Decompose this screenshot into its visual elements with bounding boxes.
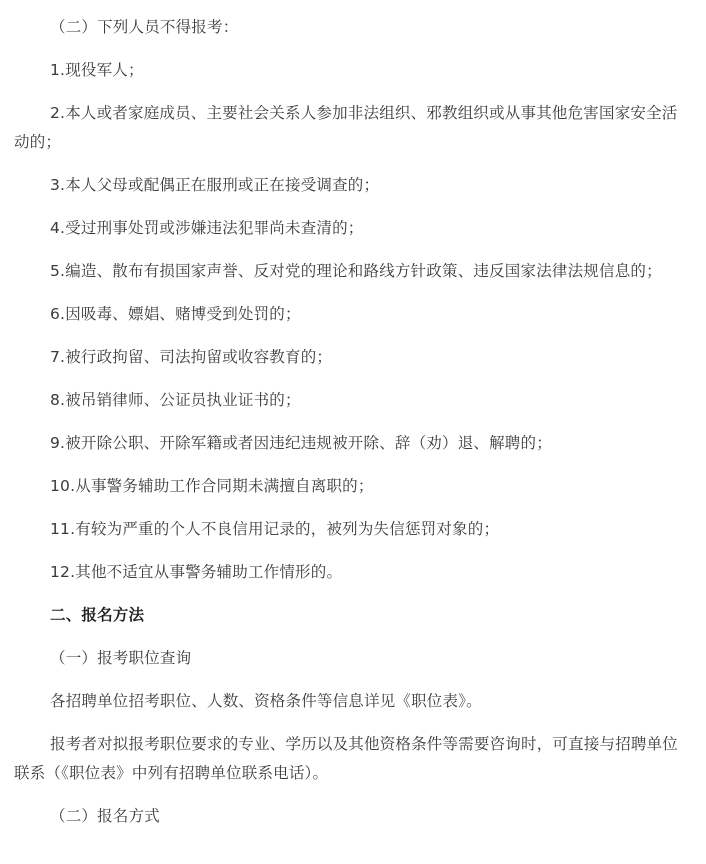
section-heading-registration-method: 二、报名方法 — [50, 606, 145, 624]
paragraph-item-6: 6.因吸毒、嫖娼、赌博受到处罚的； — [50, 305, 301, 323]
paragraph-item-9: 9.被开除公职、开除军籍或者因违纪违规被开除、辞（劝）退、解聘的； — [50, 434, 552, 452]
paragraph-item-7: 7.被行政拘留、司法拘留或收容教育的； — [50, 348, 333, 366]
paragraph-item-10: 10.从事警务辅助工作合同期未满擅自离职的； — [50, 477, 374, 495]
paragraph-position-table: 各招聘单位招考职位、人数、资格条件等信息详见《职位表》。 — [50, 692, 482, 710]
paragraph-item-1: 1.现役军人； — [50, 61, 144, 79]
paragraph-item-5: 5.编造、散布有损国家声誉、反对党的理论和路线方针政策、违反国家法律法规信息的； — [50, 262, 662, 280]
paragraph-contact-info: 报考者对拟报考职位要求的专业、学历以及其他资格条件等需要咨询时，可直接与招聘单位联系（《职位表》中列有招聘单位联系电话）。 — [14, 735, 679, 782]
paragraph-item-4: 4.受过刑事处罚或涉嫌违法犯罪尚未查清的； — [50, 219, 364, 237]
paragraph-item-3: 3.本人父母或配偶正在服刑或正在接受调查的； — [50, 176, 380, 194]
paragraph-item-12: 12.其他不适宜从事警务辅助工作情形的。 — [50, 563, 343, 581]
paragraph-excluded-heading: （二）下列人员不得报考： — [50, 18, 239, 36]
subheading-registration-method: （二）报名方式 — [50, 807, 160, 825]
paragraph-item-2: 2.本人或者家庭成员、主要社会关系人参加非法组织、邪教组织或从事其他危害国家安全活动的； — [14, 104, 678, 151]
subheading-position-query: （一）报考职位查询 — [50, 649, 192, 667]
paragraph-item-8: 8.被吊销律师、公证员执业证书的； — [50, 391, 301, 409]
paragraph-item-11: 11.有较为严重的个人不良信用记录的，被列为失信惩罚对象的； — [50, 520, 500, 538]
